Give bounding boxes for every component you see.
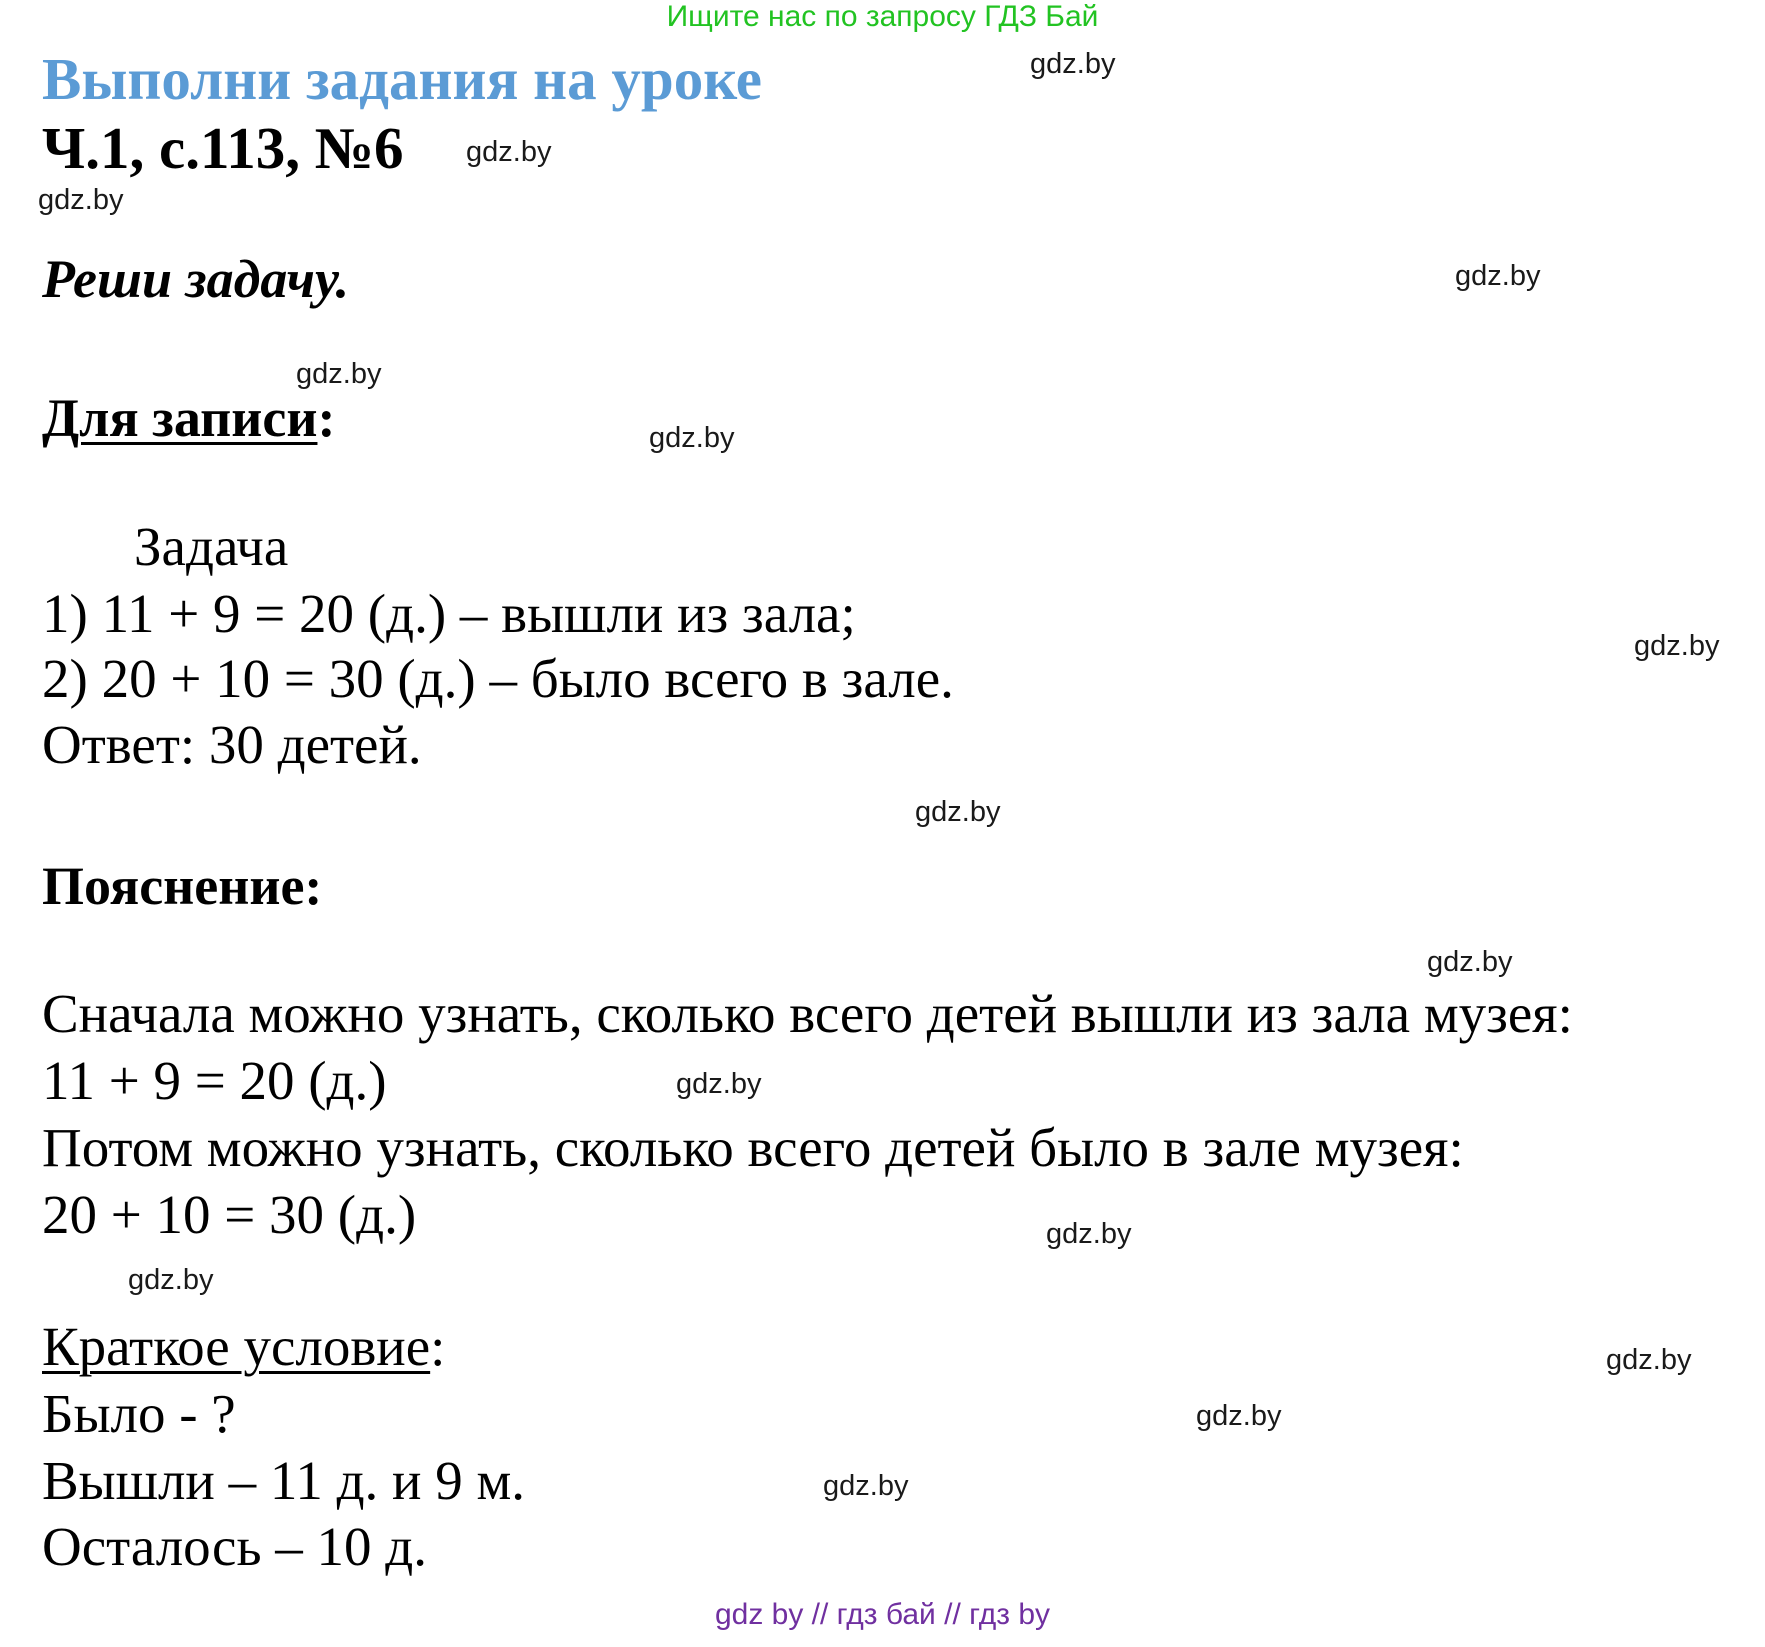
watermark: gdz.by: [1634, 630, 1720, 662]
explanation-line-3: Потом можно узнать, сколько всего детей было в зале музея:: [42, 1117, 1464, 1178]
instruction: Реши задачу.: [42, 249, 350, 309]
footer-watermark: gdz by // гдз бай // гдз by: [714, 1598, 1051, 1631]
watermark: gdz.by: [296, 358, 382, 390]
watermark: gdz.by: [1427, 946, 1513, 978]
record-line-2: 2) 20 + 10 = 30 (д.) – было всего в зале.: [42, 648, 954, 709]
record-title: Задача: [134, 516, 289, 577]
watermark: gdz.by: [1196, 1400, 1282, 1432]
watermark: gdz.by: [1455, 260, 1541, 292]
record-heading-label: Для записи: [42, 388, 318, 448]
watermark: gdz.by: [38, 184, 124, 216]
watermark: gdz.by: [128, 1264, 214, 1296]
condition-line-2: Вышли – 11 д. и 9 м.: [42, 1450, 526, 1511]
explanation-heading: Пояснение:: [42, 856, 323, 916]
condition-heading: [42, 1315, 445, 1378]
condition-heading-label: Краткое условие: [42, 1316, 431, 1377]
watermark: gdz.by: [1606, 1344, 1692, 1376]
top-banner: Ищите нас по запросу ГДЗ Бай: [666, 0, 1099, 33]
record-heading-colon: :: [317, 388, 336, 448]
section-title: Выполни задания на уроке: [42, 46, 762, 112]
watermark: gdz.by: [823, 1470, 909, 1502]
condition-line-3: Осталось – 10 д.: [42, 1516, 428, 1577]
watermark: gdz.by: [1046, 1218, 1132, 1250]
condition-heading-colon: :: [430, 1316, 446, 1377]
explanation-line-1: Сначала можно узнать, сколько всего детей вышли из зала музея:: [42, 983, 1573, 1044]
explanation-line-4: 20 + 10 = 30 (д.): [42, 1184, 417, 1245]
record-line-1: 1) 11 + 9 = 20 (д.) – вышли из зала;: [42, 583, 856, 644]
condition-line-1: Было - ?: [42, 1383, 236, 1444]
watermark: gdz.by: [466, 136, 552, 168]
record-heading: [42, 387, 335, 449]
watermark: gdz.by: [1030, 48, 1116, 80]
task-reference: Ч.1, с.113, №6: [42, 115, 404, 181]
watermark: gdz.by: [915, 796, 1001, 828]
explanation-line-2: 11 + 9 = 20 (д.): [42, 1050, 387, 1111]
watermark: gdz.by: [649, 422, 735, 454]
record-answer: Ответ: 30 детей.: [42, 714, 422, 775]
watermark: gdz.by: [676, 1068, 762, 1100]
